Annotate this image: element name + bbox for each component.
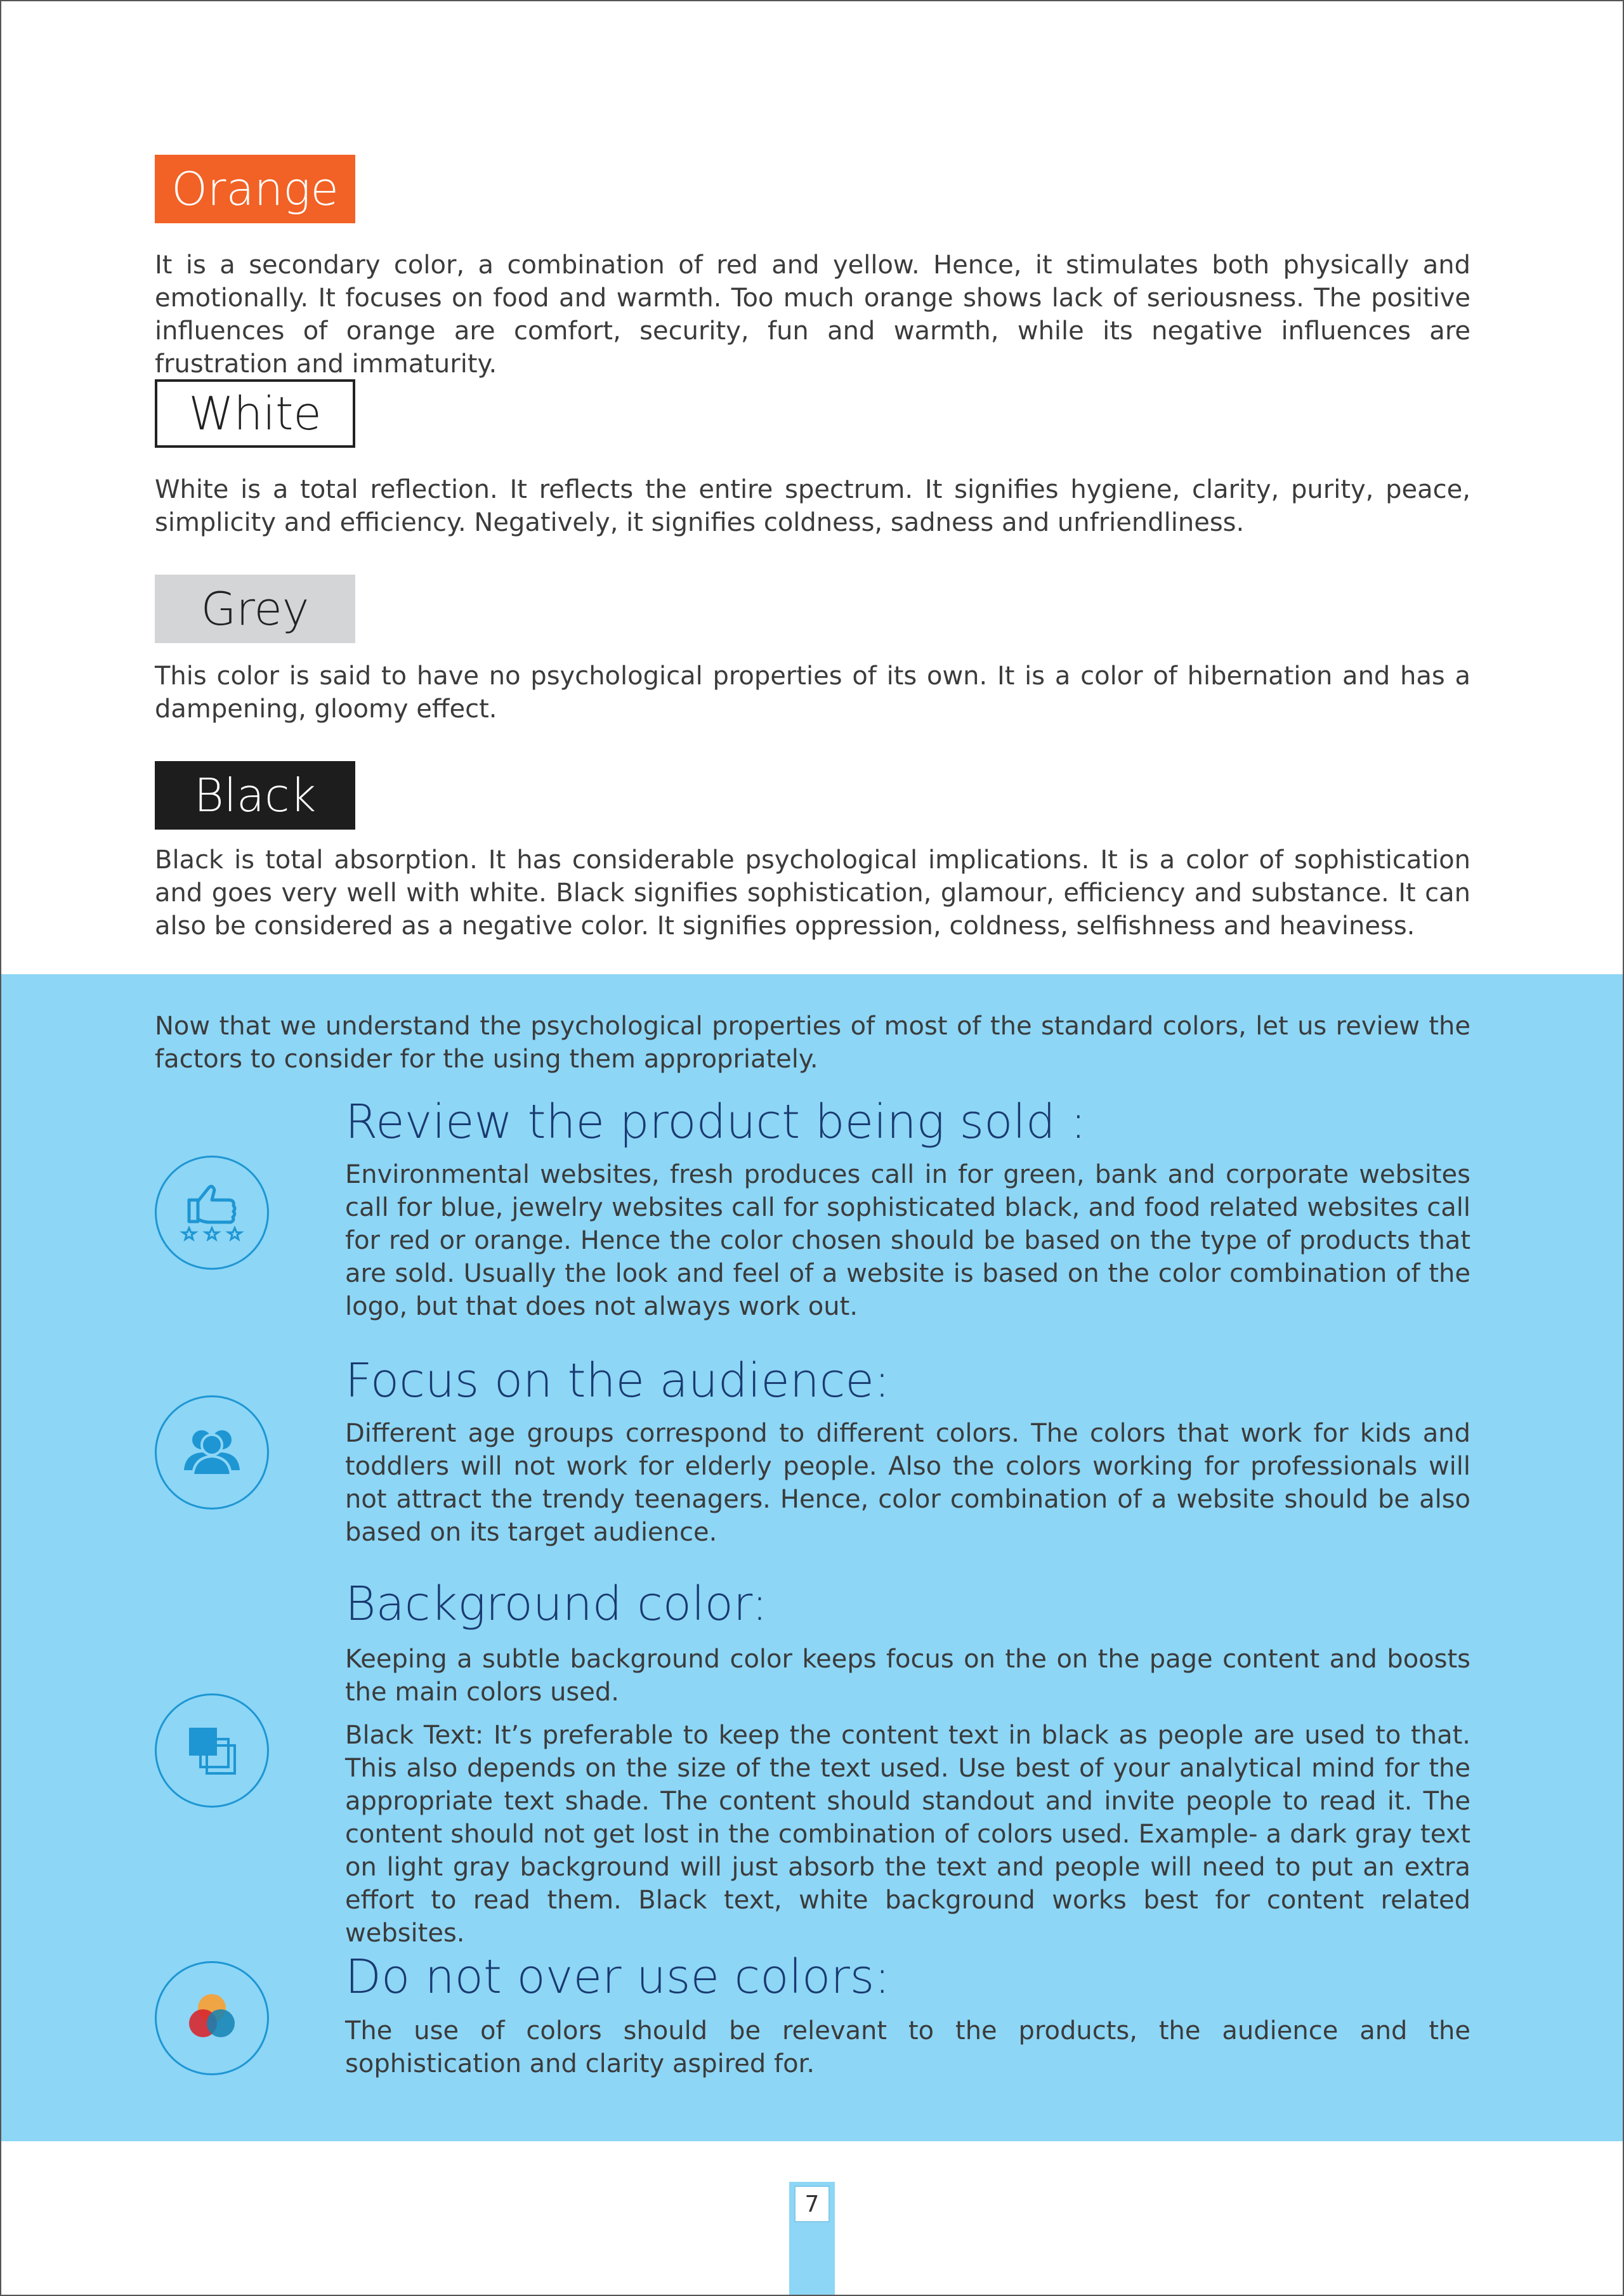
factor-body-product — [345, 1158, 1470, 1323]
grey-label: Grey — [155, 575, 355, 643]
intro-block — [155, 1010, 1470, 1076]
factor-body-overuse — [345, 2014, 1470, 2080]
white-text: White is a total reflection. It reflects the entire spectrum. It signifies hygiene, clarity, purity, peace, simplicity and efficiency. Negatively, it signifies coldness, sadness and unfriendliness. — [155, 475, 1470, 537]
grey-description — [155, 660, 1470, 726]
page-number: 7 — [794, 2186, 830, 2222]
factor-title-audience: Focus on the audience: — [345, 1353, 890, 1408]
factor-title-background: Background color: — [345, 1577, 768, 1631]
color-circles-icon — [155, 1961, 269, 2075]
black-label: Black — [155, 761, 355, 830]
black-description — [155, 844, 1470, 943]
factor-text: Black Text: It’s preferable to keep the content text in black as people are used to that. This also depends on the size of the text used. Use best of your analytical mind for the appropriate text shade. The content should standout and invite people to read it. The content should not get lost in the combination of colors used. Example- a dark gray text on light gray background will just absorb the text and people will need to put an extra effort to read them. Black text, white background works best for content related websites. — [345, 1721, 1470, 1948]
black-text: Black is total absorption. It has considerable psychological implications. It is a color of sophistication and goes very well with white. Black signifies sophistication, glamour, efficiency and substance. It can also be considered as a negative color. It signifies oppression, coldness, selfishness and heaviness. — [155, 845, 1470, 941]
factor-body-background — [345, 1643, 1470, 1709]
factor-body-black-text — [345, 1719, 1470, 1950]
orange-label: Orange — [155, 155, 355, 223]
audience-icon — [155, 1395, 269, 1510]
factor-title-product: Review the product being sold : — [345, 1095, 1087, 1149]
white-description — [155, 473, 1470, 539]
thumbs-up-stars-icon — [155, 1156, 269, 1270]
intro-text: Now that we understand the psychological properties of most of the standard colors, let us review the factors to consider for the using them appropriately. — [155, 1012, 1470, 1074]
factor-text: Environmental websites, fresh produces call in for green, bank and corporate websites call for blue, jewelry websites call for sophisticated black, and food related websites call for red or orange. Hence the color chosen should be based on the type of products that are sold. Usually the look and feel of a website is based on the color combination of the logo, but that does not always work out. — [345, 1160, 1470, 1321]
orange-description — [155, 249, 1470, 381]
factor-text: Different age groups correspond to different colors. The colors that work for kids and toddlers will not work for elderly people. Also the colors working for professionals will not attract the trendy teenagers. Hence, color combination of a website should be also based on its target audience. — [345, 1419, 1470, 1547]
grey-text: This color is said to have no psychological properties of its own. It is a color of hibernation and has a dampening, gloomy effect. — [155, 662, 1470, 724]
factor-text: Keeping a subtle background color keeps focus on the on the page content and boosts the main colors used. — [345, 1645, 1470, 1707]
factor-body-audience — [345, 1417, 1470, 1549]
orange-text: It is a secondary color, a combination of red and yellow. Hence, it stimulates both physically and emotionally. It focuses on food and warmth. Too much orange shows lack of seriousness. The positive influences of orange are comfort, security, fun and warmth, while its negative influences are frustration and immaturity. — [155, 251, 1470, 379]
factor-title-overuse: Do not over use colors: — [345, 1950, 891, 2004]
layers-icon — [155, 1693, 269, 1808]
white-label: White — [155, 379, 355, 448]
factor-text: The use of colors should be relevant to the products, the audience and the sophistication and clarity aspired for. — [345, 2016, 1470, 2078]
